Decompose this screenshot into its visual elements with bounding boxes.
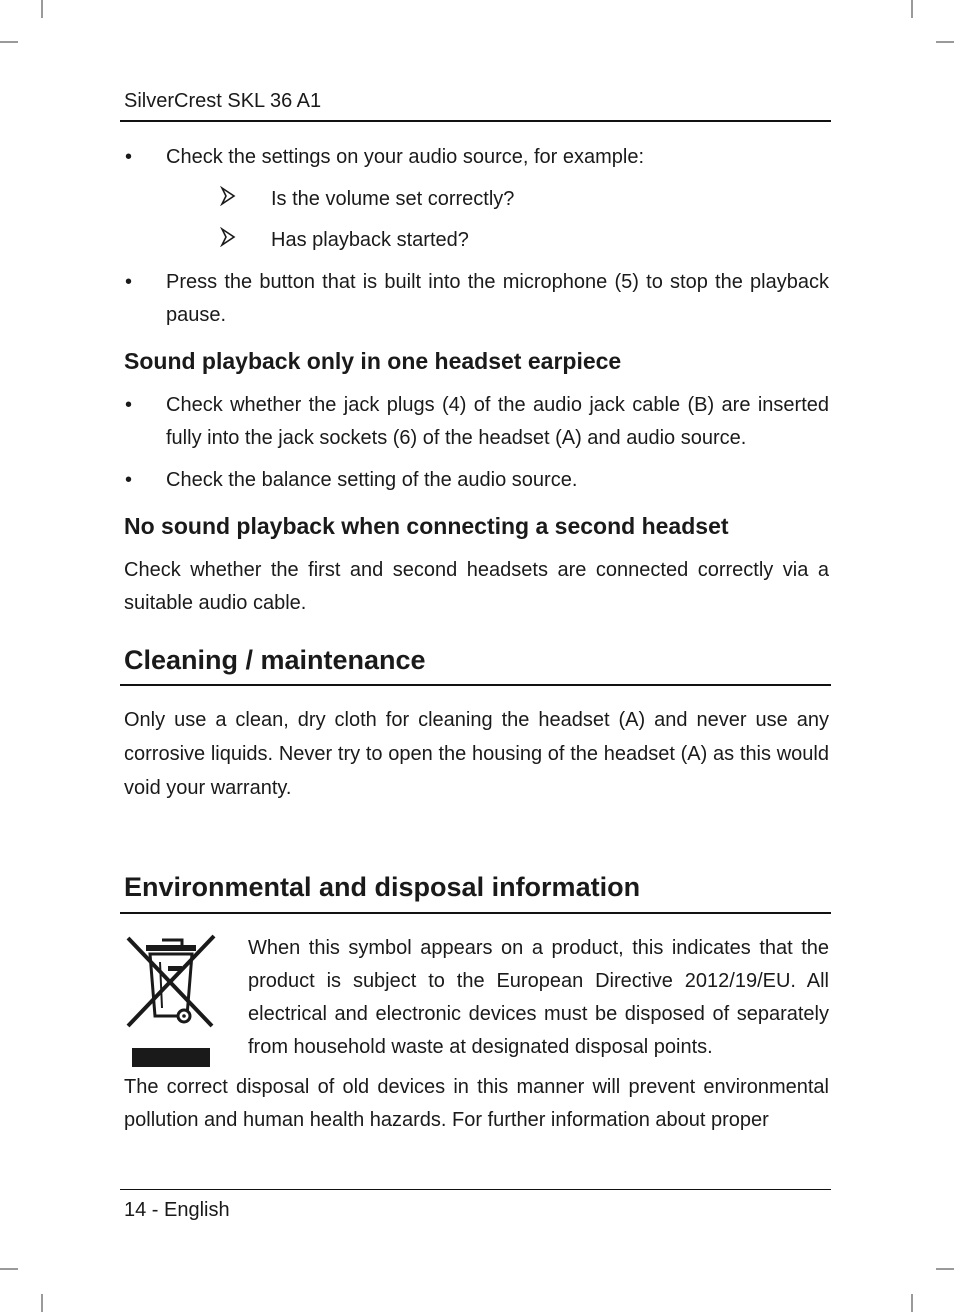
crop-mark	[0, 1268, 18, 1270]
crop-mark	[41, 0, 43, 18]
header-rule	[120, 120, 831, 122]
page-number: 14 - English	[124, 1199, 230, 1221]
crop-mark	[936, 1268, 954, 1270]
section-heading: No sound playback when connecting a second headset	[124, 513, 729, 539]
paragraph: The correct disposal of old devices in this manner will prevent environmental pollution and human health hazards. For further information about proper	[124, 1076, 829, 1131]
bullet-text: Check the settings on your audio source, for example:	[166, 146, 645, 168]
chapter-rule	[120, 912, 831, 914]
bullet-text: Press the button that is built into the microphone (5) to stop the playback pause.	[166, 271, 829, 326]
sub-item-text: Is the volume set correctly?	[271, 188, 515, 210]
bullet-text: Check whether the jack plugs (4) of the audio jack cable (B) are inserted fully into the jack sockets (6) of the headset (A) and audio source.	[166, 394, 829, 449]
arrow-icon	[220, 227, 240, 254]
bullet-text: Check the balance setting of the audio source.	[166, 469, 578, 491]
arrow-icon	[220, 186, 240, 213]
list-item	[124, 141, 829, 174]
crop-mark	[911, 1294, 913, 1312]
bullet-icon: •	[125, 469, 133, 491]
crop-mark	[911, 0, 913, 18]
paragraph: Only use a clean, dry cloth for cleaning the headset (A) and never use any corrosive liquids. Never try to open the housing of the headset (A) as this would void your warranty.	[124, 709, 829, 799]
list-item	[124, 389, 829, 455]
sub-item-text: Has playback started?	[271, 229, 469, 251]
chapter-heading: Cleaning / maintenance	[124, 645, 426, 675]
section-heading: Sound playback only in one headset earpiece	[124, 348, 622, 374]
sub-list-item	[220, 186, 514, 212]
chapter-heading: Environmental and disposal information	[124, 872, 641, 902]
list-item	[124, 464, 829, 497]
crop-mark	[0, 41, 18, 43]
paragraph: Check whether the first and second headsets are connected correctly via a suitable audio cable.	[124, 559, 829, 614]
footer-rule	[120, 1189, 831, 1190]
bullet-icon: •	[125, 394, 133, 416]
bullet-icon: •	[125, 271, 133, 293]
crossed-out-wheelie-bin-icon	[124, 932, 218, 1070]
bullet-icon: •	[125, 146, 133, 168]
sub-list-item	[220, 227, 469, 253]
list-item	[124, 266, 829, 332]
running-header: SilverCrest SKL 36 A1	[124, 90, 322, 112]
chapter-rule	[120, 684, 831, 686]
crop-mark	[936, 41, 954, 43]
symbol-explanation: When this symbol appears on a product, this indicates that the product is subject to the European Directive 2012/19/EU. All electrical and electronic devices must be disposed of separately from household waste at designated disposal points.	[248, 937, 829, 1058]
crop-mark	[41, 1294, 43, 1312]
